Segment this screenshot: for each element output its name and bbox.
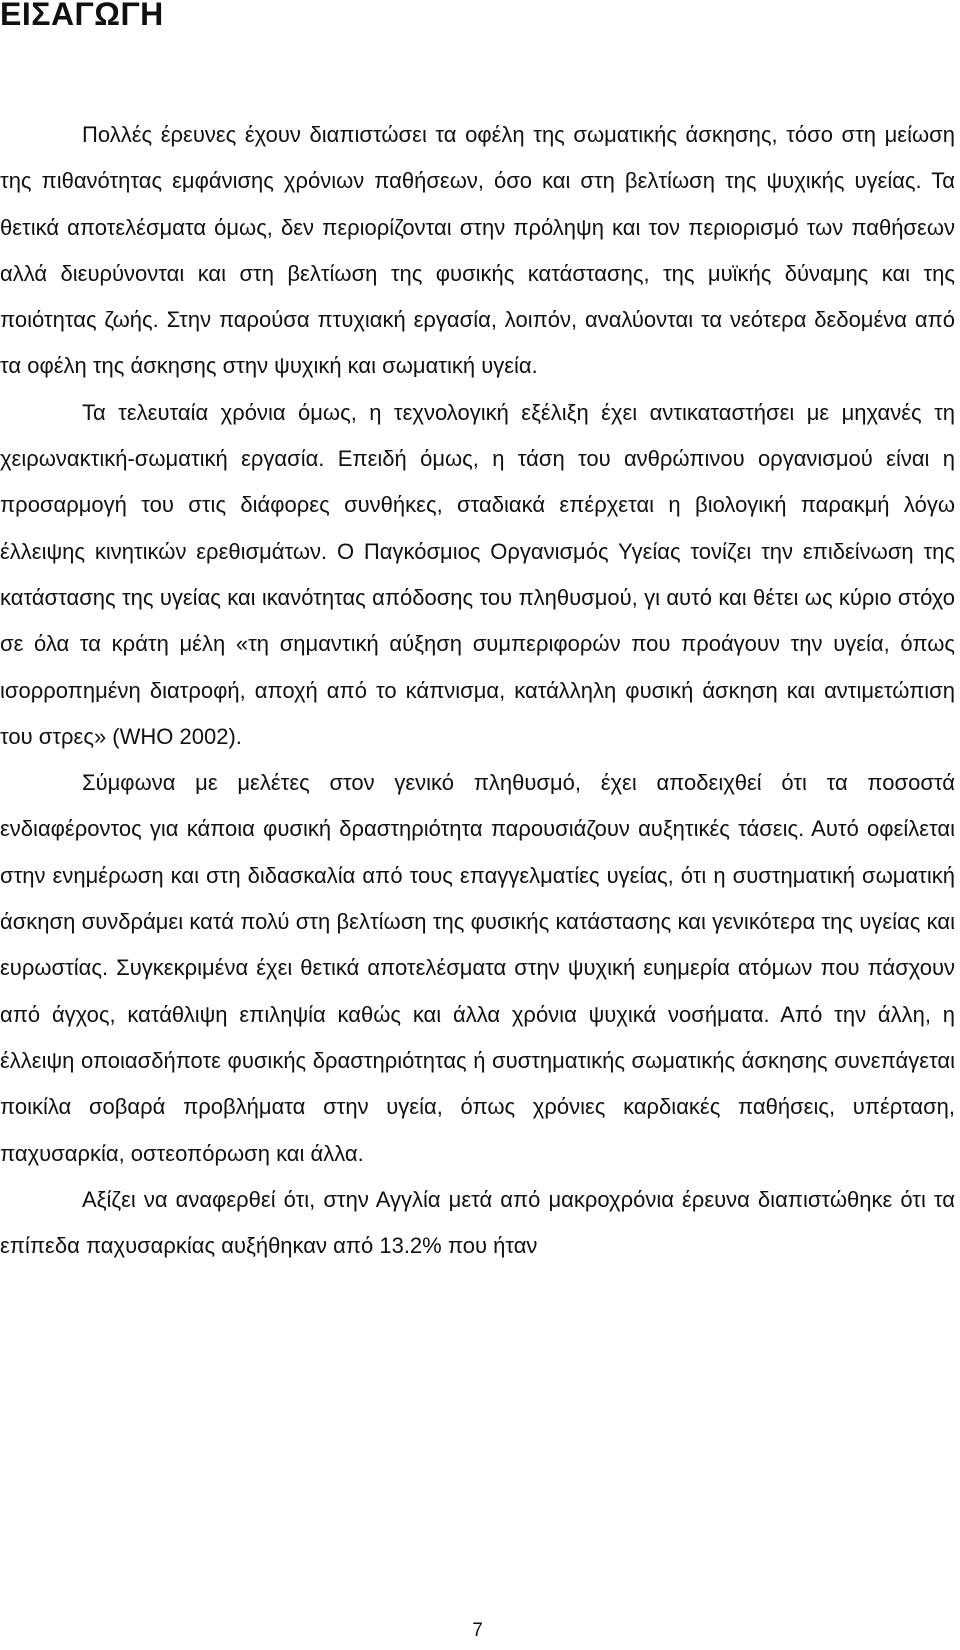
paragraph-studies: Σύμφωνα με μελέτες στον γενικό πληθυσμό, έχει αποδειχθεί ότι τα ποσοστά ενδιαφέροντος για κάποια φυσική δραστηριότητα παρουσιάζουν αυξητικές τάσεις. Αυτό οφείλεται στην ενημέρωση και στη διδασκαλία από τους επαγγελματίες υγείας, ότι η συστηματική σωματική άσκηση συνδράμει κατά πολύ στη βελτίωση της φυσικής κατάστασης και γενικότερα της υγείας και ευρωστίας. Συγκεκριμένα έχει θετικά αποτελέσματα στην ψυχική ευημερία ατόμων που πάσχουν από άγχος, κατάθλιψη επιληψία καθώς και άλλα χρόνια ψυχικά νοσήματα. Από την άλλη, η έλλειψη οποιασδήποτε φυσικής δραστηριότητας ή συστηματικής σωματικής άσκησης συνεπάγεται ποικίλα σοβαρά προβλήματα στην υγεία, όπως χρόνιες καρδιακές παθήσεις, υπέρταση, παχυσαρκία, οστεοπόρωση και άλλα. (0, 770, 955, 1166)
section-heading: ΕΙΣΑΓΩΓΗ (0, 0, 164, 32)
paragraph-england: Αξίζει να αναφερθεί ότι, στην Αγγλία μετά από μακροχρόνια έρευνα διαπιστώθηκε ότι τα επίπεδα παχυσαρκίας αυξήθηκαν από 13.2% που ήταν (0, 1186, 955, 1259)
paragraph-intro: Πολλές έρευνες έχουν διαπιστώσει τα οφέλη της σωματικής άσκησης, τόσο στη μείωση της πιθανότητας εμφάνισης χρόνιων παθήσεων, όσο και στη βελτίωση της ψυχικής υγείας. Τα θετικά αποτελέσματα όμως, δεν περιορίζονται στην πρόληψη και τον περιορισμό των παθήσεων αλλά διευρύνονται και στη βελτίωση της φυσικής κατάστασης, της μυϊκής δύναμης και της ποιότητας ζωής. Στην παρούσα πτυχιακή εργασία, λοιπόν, αναλύονται τα νεότερα δεδομένα από τα οφέλη της άσκησης στην ψυχική και σωματική υγεία. (0, 122, 955, 379)
paragraph-technology: Τα τελευταία χρόνια όμως, η τεχνολογική εξέλιξη έχει αντικαταστήσει με μηχανές τη χειρωνακτική-σωματική εργασία. Επειδή όμως, η τάση του ανθρώπινου οργανισμού είναι η προσαρμογή του στις διάφορες συνθήκες, σταδιακά επέρχεται η βιολογική παρακμή λόγω έλλειψης κινητικών ερεθισμάτων. Ο Παγκόσμιος Οργανισμός Υγείας τονίζει την επιδείνωση της κατάστασης της υγείας και ικανότητας απόδοσης του πληθυσμού, γι αυτό και θέτει ως κύριο στόχο σε όλα τα κράτη μέλη «τη σημαντική αύξηση συμπεριφορών που προάγουν την υγεία, όπως ισορροπημένη διατροφή, αποχή από το κάπνισμα, κατάλληλη φυσική άσκηση και αντιμετώπιση του στρες» (WHO 2002). (0, 399, 955, 749)
body-text (0, 112, 955, 1269)
page-number: 7 (472, 1620, 483, 1641)
